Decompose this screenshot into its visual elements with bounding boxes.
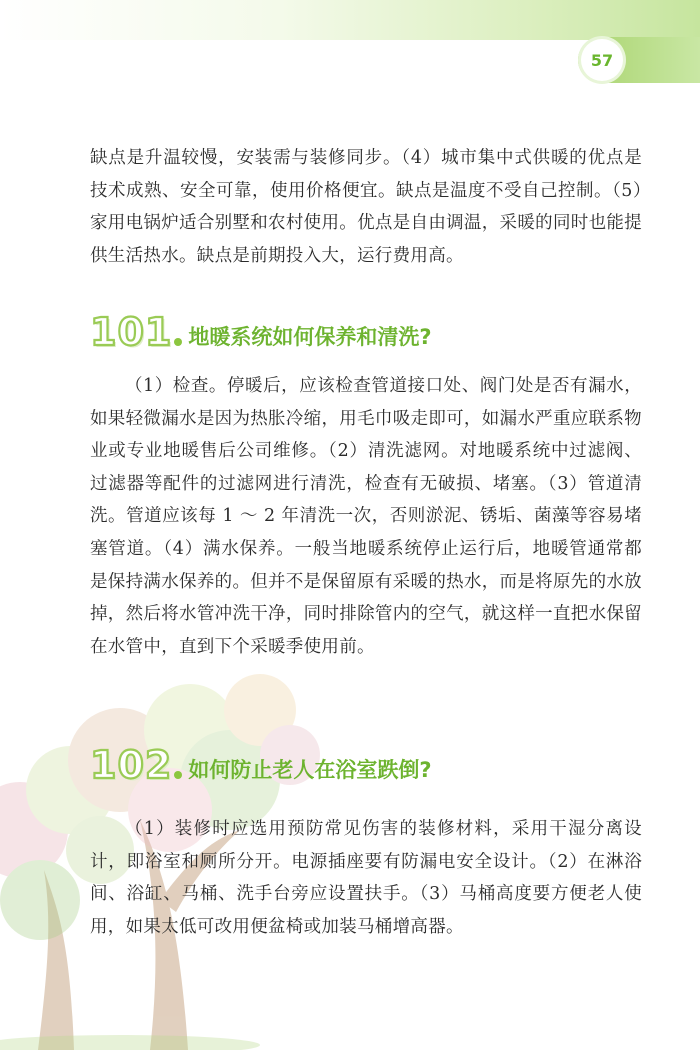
section-number: 102	[90, 743, 173, 787]
section-dot	[174, 338, 182, 346]
page-number: 57	[581, 39, 623, 81]
section-number: 101	[90, 310, 173, 354]
section-heading-101	[90, 312, 432, 352]
section-title: 地暖系统如何保养和清洗?	[188, 325, 432, 349]
paragraph-bathroom-safety: （1）装修时应选用预防常见伤害的装修材料，采用干湿分离设计，即浴室和厕所分开。电源插座要有防漏电安全设计。（2）在淋浴间、浴缸、马桶、洗手台旁应设置扶手。（3）马桶高度要方便老人使用，如果太低可改用便盆椅或加装马桶增高器。	[90, 819, 642, 937]
section-dot	[174, 771, 182, 779]
section-title: 如何防止老人在浴室跌倒?	[188, 758, 432, 782]
paragraph-intro: 缺点是升温较慢，安装需与装修同步。（4）城市集中式供暖的优点是技术成熟、安全可靠，使用价格便宜。缺点是温度不受自己控制。（5）家用电锅炉适合别墅和农村使用。优点是自由调温，采暖的同时也能提供生活热水。缺点是前期投入大，运行费用高。	[90, 148, 642, 266]
paragraph-floor-heating-maintenance: （1）检查。停暖后，应该检查管道接口处、阀门处是否有漏水，如果轻微漏水是因为热胀冷缩，用毛巾吸走即可，如漏水严重应联系物业或专业地暖售后公司维修。（2）清洗滤网。对地暖系统中过滤阀、过滤器等配件的过滤网进行清洗，检查有无破损、堵塞。（3）管道清洗。管道应该每 1 ～ 2 年清洗一次，否则淤泥、锈垢、菌藻等容易堵塞管道。（4）满水保养。一般当地暖系统停止运行后，地暖管通常都是保持满水保养的。但并不是保留原有采暖的热水，而是将原先的水放掉，然后将水管冲洗干净，同时排除管内的空气，就这样一直把水保留在水管中，直到下个采暖季使用前。	[90, 376, 642, 657]
header-band	[0, 0, 700, 40]
section-heading-102	[90, 745, 432, 785]
ground-grass	[0, 1035, 260, 1050]
